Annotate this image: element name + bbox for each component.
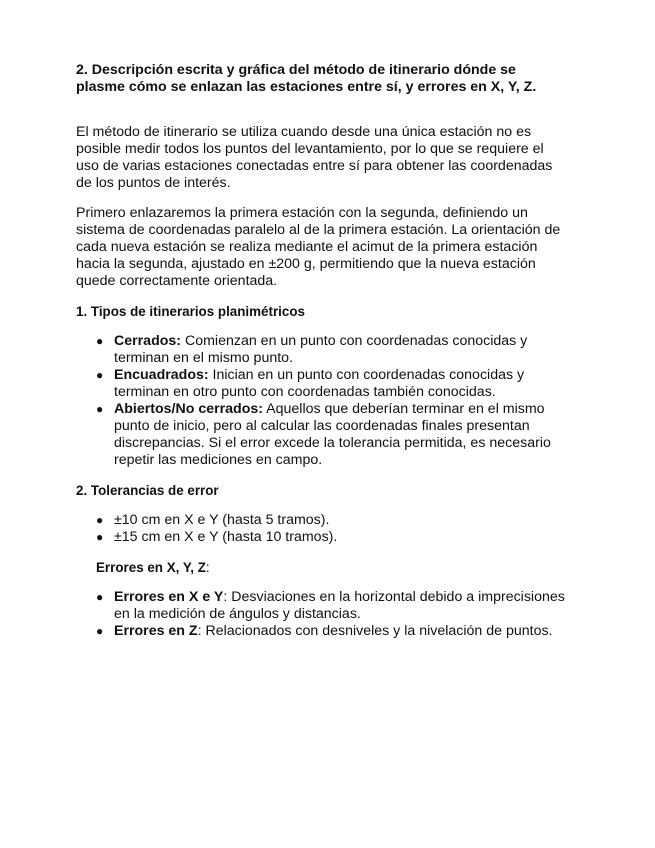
list-item bbox=[76, 512, 566, 529]
section-heading-error-tolerances: 2. Tolerancias de error bbox=[76, 483, 219, 498]
list-item bbox=[76, 529, 566, 546]
errors-heading-colon: : bbox=[205, 560, 210, 575]
bullet-icon: ● bbox=[96, 530, 104, 544]
list-item bbox=[76, 333, 566, 367]
list-item-text: ±10 cm en X e Y (hasta 5 tramos). bbox=[114, 512, 330, 528]
list-item-term: Abiertos/No cerrados: bbox=[114, 401, 264, 417]
list-item bbox=[76, 367, 566, 401]
list-item-text: Aquellos que deberían terminar en el mismo punto de inicio, pero al calcular las coordenadas finales presentan discrepancias. Si el error excede la tolerancia permitida, es necesario repetir las mediciones en campo. bbox=[114, 401, 551, 468]
bullet-icon: ● bbox=[96, 368, 104, 382]
errors-list bbox=[76, 589, 566, 640]
list-item-text: Inician en un punto con coordenadas conocidas y terminan en otro punto con coordenadas también conocidas. bbox=[114, 367, 525, 400]
bullet-icon: ● bbox=[96, 590, 104, 604]
list-item-term: Encuadrados: bbox=[114, 367, 209, 383]
document-page bbox=[76, 62, 566, 653]
bullet-icon: ● bbox=[96, 624, 104, 638]
list-item-text: : Relacionados con desniveles y la nivelación de puntos. bbox=[197, 623, 553, 639]
errors-heading-text: Errores en X, Y, Z bbox=[96, 560, 206, 575]
list-item bbox=[76, 589, 566, 623]
intro-paragraph-1: El método de itinerario se utiliza cuando desde una única estación no es posible medir todos los puntos del levantamiento, por lo que se requiere el uso de varias estaciones conectadas entre sí para obtener las coordenadas de los puntos de interés. bbox=[76, 124, 553, 191]
list-item bbox=[76, 623, 566, 640]
list-item-text: ±15 cm en X e Y (hasta 10 tramos). bbox=[114, 529, 338, 545]
list-item bbox=[76, 401, 566, 469]
list-item-term: Errores en Z bbox=[114, 623, 198, 639]
list-item-text: : Desviaciones en la horizontal debido a imprecisiones en la medición de ángulos y distancias. bbox=[114, 589, 565, 622]
document-title: 2. Descripción escrita y gráfica del método de itinerario dónde se plasme cómo se enlazan las estaciones entre sí, y errores en X, Y, Z. bbox=[76, 62, 537, 95]
errors-heading bbox=[96, 559, 566, 576]
bullet-icon: ● bbox=[96, 402, 104, 416]
itinerary-types-list bbox=[76, 333, 566, 469]
section-heading-itinerary-types: 1. Tipos de itinerarios planimétricos bbox=[76, 304, 305, 319]
bullet-icon: ● bbox=[96, 513, 104, 527]
list-item-text: Comienzan en un punto con coordenadas conocidas y terminan en el mismo punto. bbox=[114, 333, 528, 366]
list-item-term: Cerrados: bbox=[114, 333, 182, 349]
list-item-term: Errores en X e Y bbox=[114, 589, 224, 605]
error-tolerances-list bbox=[76, 512, 566, 546]
bullet-icon: ● bbox=[96, 334, 104, 348]
intro-paragraph-2: Primero enlazaremos la primera estación con la segunda, definiendo un sistema de coordenadas paralelo al de la primera estación. La orientación de cada nueva estación se realiza mediante el acimut de la primera estación hacia la segunda, ajustado en ±200 g, permitiendo que la nueva estación quede correctamente orientada. bbox=[76, 205, 561, 289]
